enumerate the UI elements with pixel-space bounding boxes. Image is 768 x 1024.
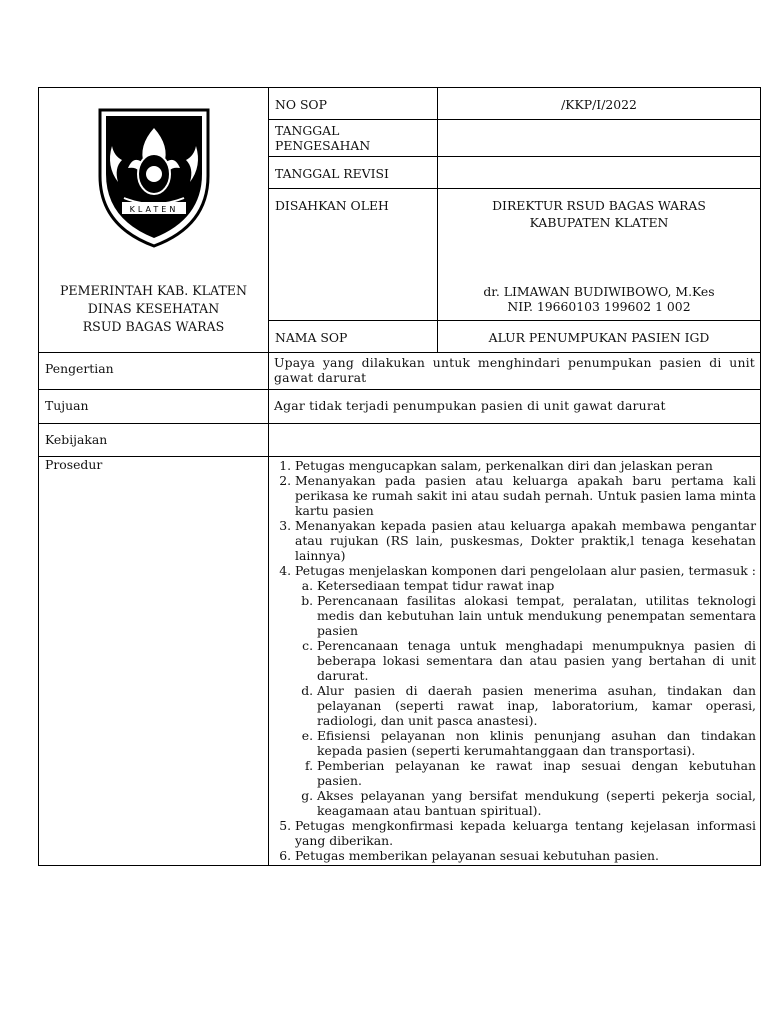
prosedur-step: 5. Petugas mengkonfirmasi kepada keluarga tentang kejelasan informasi yang diberikan. bbox=[295, 818, 756, 848]
tanggal-pengesahan-label: TANGGAL PENGESAHAN bbox=[269, 120, 438, 157]
prosedur-step bbox=[295, 563, 756, 818]
prosedur-substep: a. Ketersediaan tempat tidur rawat inap bbox=[317, 578, 756, 593]
no-sop-label: NO SOP bbox=[269, 88, 438, 120]
kebijakan-label: Kebijakan bbox=[39, 424, 269, 457]
prosedur-step: 2. Menanyakan pada pasien atau keluarga apakah baru pertama kali perikasa ke rumah sakit ini atau sudah pernah. Untuk pasien lama minta kartu pasien bbox=[295, 473, 756, 518]
prosedur-substep: d. Alur pasien di daerah pasien menerima asuhan, tindakan dan pelayanan (seperti rawat inap, laboratorium, kamar operasi, radiologi, dan unit pasca anastesi). bbox=[317, 683, 756, 728]
signer-nip: NIP. 19660103 199602 1 002 bbox=[507, 299, 691, 314]
org-line-3: RSUD BAGAS WARAS bbox=[82, 319, 225, 334]
disahkan-oleh-label: DISAHKAN OLEH bbox=[269, 189, 438, 321]
sop-document bbox=[38, 87, 760, 866]
tujuan-value: Agar tidak terjadi penumpukan pasien di unit gawat darurat bbox=[269, 390, 761, 424]
nama-sop-label: NAMA SOP bbox=[269, 321, 438, 353]
signer-title-2: KABUPATEN KLATEN bbox=[529, 215, 669, 230]
prosedur-label: Prosedur bbox=[39, 457, 269, 866]
header-logo-cell bbox=[39, 88, 269, 353]
pengertian-value: Upaya yang dilakukan untuk menghindari penumpukan pasien di unit gawat darurat bbox=[269, 353, 761, 390]
prosedur-substep: g. Akses pelayanan yang bersifat mendukung (seperti pekerja social, keagamaan atau bantuan spiritual). bbox=[317, 788, 756, 818]
tanggal-revisi-value bbox=[438, 157, 761, 189]
prosedur-sublist bbox=[295, 578, 756, 818]
tanggal-revisi-label: TANGGAL REVISI bbox=[269, 157, 438, 189]
org-line-2: DINAS KESEHATAN bbox=[87, 301, 220, 316]
org-line-1: PEMERINTAH KAB. KLATEN bbox=[59, 283, 248, 298]
signer-title-1: DIREKTUR RSUD BAGAS WARAS bbox=[492, 198, 706, 213]
prosedur-substep: b. Perencanaan fasilitas alokasi tempat, peralatan, utilitas teknologi medis dan kebutuhan lain untuk mendukung penempatan sementara pasien bbox=[317, 593, 756, 638]
prosedur-value bbox=[269, 457, 761, 866]
tujuan-label: Tujuan bbox=[39, 390, 269, 424]
prosedur-substep: c. Perencanaan tenaga untuk menghadapi menumpuknya pasien di beberapa lokasi sementara dan atau pasien yang bertahan di unit darurat. bbox=[317, 638, 756, 683]
kebijakan-value bbox=[269, 424, 761, 457]
prosedur-step: 6. Petugas memberikan pelayanan sesuai kebutuhan pasien. bbox=[295, 848, 756, 863]
prosedur-step-text: Petugas menjelaskan komponen dari pengelolaan alur pasien, termasuk : bbox=[295, 563, 756, 578]
prosedur-step: 1. Petugas mengucapkan salam, perkenalkan diri dan jelaskan peran bbox=[295, 458, 756, 473]
sop-table bbox=[38, 87, 761, 866]
klaten-emblem-icon bbox=[94, 106, 214, 248]
organization-name bbox=[39, 282, 268, 336]
prosedur-substep: e. Efisiensi pelayanan non klinis penunjang asuhan dan tindakan kepada pasien (seperti kerumahtanggaan dan transportasi). bbox=[317, 728, 756, 758]
prosedur-step: 3. Menanyakan kepada pasien atau keluarga apakah membawa pengantar atau rujukan (RS lain, puskesmas, Dokter praktik,l tenaga kesehatan lainnya) bbox=[295, 518, 756, 563]
signer-name: dr. LIMAWAN BUDIWIBOWO, M.Kes bbox=[483, 284, 715, 299]
no-sop-value: /KKP/I/2022 bbox=[438, 88, 761, 120]
disahkan-oleh-value bbox=[438, 189, 761, 321]
pengertian-label: Pengertian bbox=[39, 353, 269, 390]
svg-text:KLATEN: KLATEN bbox=[129, 205, 178, 214]
tanggal-pengesahan-value bbox=[438, 120, 761, 157]
prosedur-list bbox=[269, 458, 760, 863]
nama-sop-value: ALUR PENUMPUKAN PASIEN IGD bbox=[438, 321, 761, 353]
prosedur-substep: f. Pemberian pelayanan ke rawat inap sesuai dengan kebutuhan pasien. bbox=[317, 758, 756, 788]
